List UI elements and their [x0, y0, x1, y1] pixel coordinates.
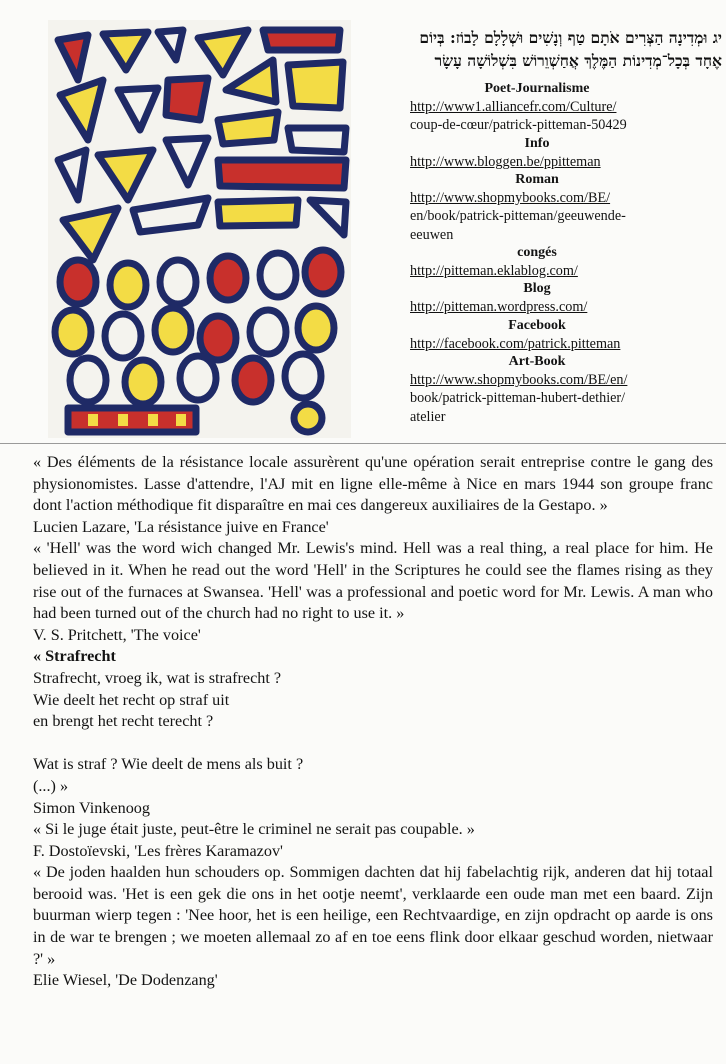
drop-5 [260, 253, 296, 297]
poem-spacer [33, 733, 713, 755]
hebrew-line-2: אֶחָד בְּכָל־מְדִינוֹת הַמֶּלֶךְ אֲחַשְׁוֵרוֹשׁ בִּשְׁלוֹשָׁה עָשָׂר [434, 51, 722, 70]
link-shopmybooks-art-cont2[interactable]: atelier [410, 408, 446, 425]
quote-hell: « 'Hell' was the word wich changed Mr. Lewis's mind. Hell was a real thing, a real place for him. He believed in it. When he read out the word 'Hell' in the Scriptures he could see the flames rising as they rise out of the furnaces at Swansea. 'Hell' was a professional and poetic word for Mr. Lewis. A man who had been turned out of the church had no right to use it. » [33, 539, 713, 623]
drop-2 [110, 263, 146, 307]
link-shopmybooks-art-cont[interactable]: book/patrick-pitteman-hubert-dethier/ [410, 390, 626, 407]
link-shopmybooks-roman-cont2[interactable]: eeuwen [410, 226, 454, 243]
quote-joden: « De joden haalden hun schouders op. Sommigen dachten dat hij fabelachtig rijk, anderen dat hij totaal berooid was. 'Het is een gek die ons in het ootje neemt', verklaarde een oude man met een baard. Zijn buurman wierp tegen : 'Nee hoor, het is een heilige, een Rechtvaardige, en zijn opdracht op aarde is ons in de war te brengen ; we moeten allemaal zo af en toe eens flink door elkaar geschud worden, nietwaar ?' » [33, 863, 713, 968]
heading-art-book: Art-Book [508, 354, 566, 370]
drop-8 [105, 314, 141, 358]
links-list [410, 80, 710, 426]
poem-line-5: (...) » [33, 776, 69, 795]
drop-6 [305, 250, 341, 294]
drop-14 [125, 360, 161, 404]
shape-10 [288, 62, 343, 108]
bar-square-2 [118, 414, 128, 426]
drop-17 [285, 354, 321, 398]
link-alliancefr[interactable]: http://www1.alliancefr.com/Culture/ [410, 99, 617, 116]
heading-poet-journalisme: Poet-Journalisme [484, 81, 590, 96]
poem-line-1: Strafrecht, vroeg ik, wat is strafrecht ? [33, 668, 282, 687]
link-eklablog[interactable]: http://pitteman.eklablog.com/ [410, 263, 578, 280]
shape-15 [288, 128, 346, 152]
link-shopmybooks-roman-cont[interactable]: en/book/patrick-pitteman/geeuwende- [410, 208, 626, 225]
heading-roman: Roman [515, 172, 559, 188]
poem-title: Strafrecht [45, 647, 116, 666]
circle-corner [294, 404, 322, 432]
link-shopmybooks-art[interactable]: http://www.shopmybooks.com/BE/en/ [410, 372, 628, 389]
shape-8 [166, 78, 208, 120]
heading-conges: congés [517, 244, 557, 260]
author-dostoievski: F. Dostoïevski, 'Les frères Karamazov' [33, 841, 283, 860]
quote-resistance: « Des éléments de la résistance locale assurèrent qu'une opération serait entreprise contre le gang des physionomistes. Lasse d'attendre, l'AJ mit en ligne elle-même à Nice en mars 1944 son groupe franc dont l'action méthodique fit disparaître en mai ces dangereux auxiliaires de la Gestapo. » [33, 453, 713, 515]
link-wordpress[interactable]: http://pitteman.wordpress.com/ [410, 299, 588, 316]
drop-12 [298, 306, 334, 350]
bar-square-1 [88, 414, 98, 426]
painting-canvas [48, 20, 351, 438]
hebrew-line-1: יג וּמְדִינָה הַצְּרִים אֹתָם טַף וְנָשִׁים וּשְׁלָלָם לָבוֹז: בְּיוֹם [419, 28, 722, 47]
quote-juge: « Si le juge était juste, peut-être le criminel ne serait pas coupable. » [33, 820, 475, 839]
author-pritchett: V. S. Pritchett, 'The voice' [33, 625, 201, 644]
bar-square-4 [176, 414, 186, 426]
drop-7 [55, 310, 91, 354]
drop-15 [180, 356, 216, 400]
shape-16 [218, 160, 346, 188]
link-bloggen[interactable]: http://www.bloggen.be/ppitteman [410, 153, 601, 170]
drop-4 [210, 256, 246, 300]
poem-line-3: en brengt het recht terecht ? [33, 712, 214, 731]
drop-11 [250, 310, 286, 354]
poem-line-4: Wat is straf ? Wie deelt de mens als buit ? [33, 755, 304, 774]
author-wiesel: Elie Wiesel, 'De Dodenzang' [33, 971, 218, 990]
bar-square-3 [148, 414, 158, 426]
hebrew-verse [362, 26, 722, 72]
shape-19 [218, 200, 298, 226]
drop-13 [70, 358, 106, 402]
drop-1 [60, 260, 96, 304]
drop-3 [160, 260, 196, 304]
link-facebook[interactable]: http://facebook.com/patrick.pitteman [410, 335, 621, 352]
link-alliancefr-cont[interactable]: coup-de-cœur/patrick-pitteman-50429 [410, 117, 627, 134]
author-lazare: Lucien Lazare, 'La résistance juive en France' [33, 517, 329, 536]
poem-open-quote: « [33, 647, 46, 666]
drop-9 [155, 308, 191, 352]
heading-blog: Blog [523, 281, 551, 297]
drop-10 [200, 316, 236, 360]
drop-16 [235, 358, 271, 402]
shape-14 [218, 112, 278, 144]
author-vinkenoog: Simon Vinkenoog [33, 798, 150, 817]
divider [0, 443, 726, 444]
link-shopmybooks-roman[interactable]: http://www.shopmybooks.com/BE/ [410, 190, 611, 207]
abstract-painting [48, 20, 351, 438]
heading-info: Info [524, 135, 550, 151]
poem-line-2: Wie deelt het recht op straf uit [33, 690, 230, 709]
heading-facebook: Facebook [508, 317, 566, 333]
shape-5 [263, 30, 340, 50]
poem-title-line [33, 646, 713, 668]
quotes-body [33, 452, 713, 992]
